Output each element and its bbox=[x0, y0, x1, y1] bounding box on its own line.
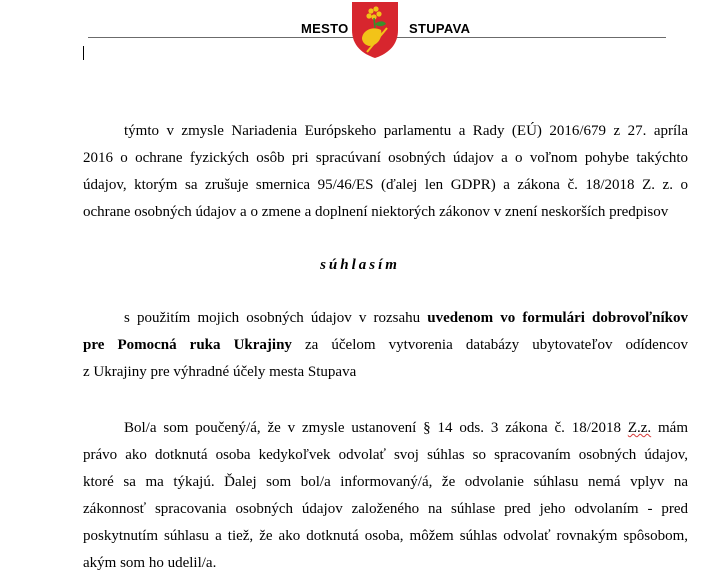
p2-line-1-bold: uvedenom vo formulári dobrovoľníkov bbox=[427, 310, 688, 326]
p2-line-1 bbox=[83, 305, 688, 332]
p3-line-1-pre: Bol/a som poučený/á, že v zmysle ustanovení § 14 ods. 3 zákona č. 18/2018 bbox=[124, 420, 628, 436]
p2-line-1-plain: s použitím mojich osobných údajov v rozsahu bbox=[124, 310, 428, 326]
header-mesto: MESTO bbox=[301, 21, 349, 36]
p1-line-1: týmto v zmysle Nariadenia Európskeho parlamentu a Rady (EÚ) 2016/679 z 27. apríla bbox=[124, 123, 688, 139]
p1-line-2: 2016 o ochrane fyzických osôb pri spracúvaní osobných údajov a o voľnom pohybe takýchto bbox=[83, 150, 688, 166]
p1-line-4: ochrane osobných údajov a o zmene a doplnení niektorých zákonov v znení neskorších predpisov bbox=[83, 204, 669, 220]
p3-line-5: poskytnutím súhlasu a tiež, že ako dotknutá osoba, môžem súhlas odvolať rovnakým spôsobom, bbox=[83, 528, 688, 544]
p3-line-1-post: mám bbox=[651, 420, 688, 436]
p3-line-2: právo ako dotknutá osoba kedykoľvek odvolať svoj súhlas so spracovaním osobných údajov, bbox=[83, 447, 688, 463]
p2-line-2-bold: pre Pomocná ruka Ukrajiny bbox=[83, 337, 292, 353]
crest-stem bbox=[374, 18, 375, 28]
consent-heading: súhlasím bbox=[320, 257, 400, 273]
p2-line-3: z Ukrajiny pre výhradné účely mesta Stupava bbox=[83, 364, 357, 380]
p3-line-4: zákonnosť spracovania osobných údajov založeného na súhlase pred jeho odvolaním - pred bbox=[83, 501, 688, 517]
p3-line-1 bbox=[83, 415, 688, 442]
p2-line-2-plain: za účelom vytvorenia databázy ubytovateľov odídencov bbox=[291, 337, 688, 353]
text-cursor bbox=[83, 46, 84, 60]
p3-line-3: ktoré sa ma týkajú. Ďalej som bol/a informovaný/á, že odvolanie súhlasu nemá vplyv na bbox=[83, 474, 688, 490]
p2-line-2 bbox=[83, 332, 688, 359]
paragraph-withdrawal-rights bbox=[83, 415, 688, 577]
paragraph-consent-scope bbox=[83, 305, 688, 386]
p3-spellcheck-word: Z.z. bbox=[627, 420, 652, 436]
p1-line-3: údajov, ktorým sa zrušuje smernica 95/46/ES (ďalej len GDPR) a zákona č. 18/2018 Z. z. o bbox=[83, 177, 688, 193]
stupava-crest-icon bbox=[349, 0, 401, 60]
paragraph-gdpr-intro bbox=[83, 118, 688, 226]
p3-line-6: akým som ho udelil/a. bbox=[83, 555, 217, 571]
header-stupava: STUPAVA bbox=[409, 21, 471, 36]
